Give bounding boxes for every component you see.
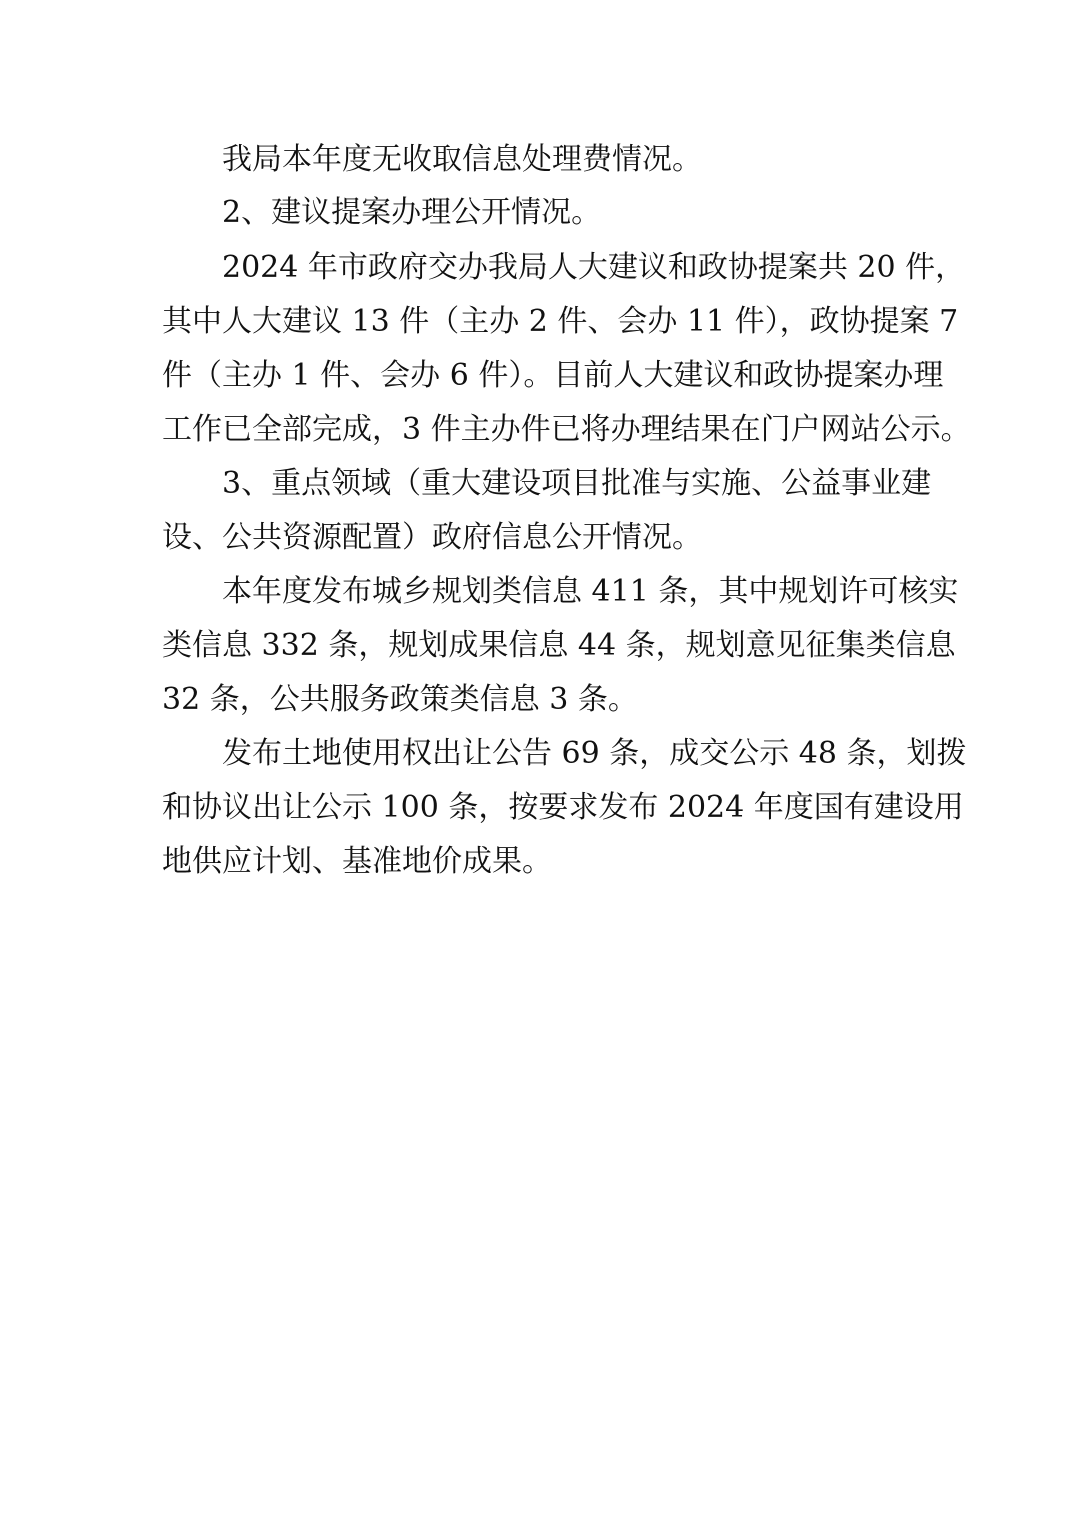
paragraph-line: 和协议出让公示 100 条，按要求发布 2024 年度国有建设用 xyxy=(162,790,964,825)
section-heading-key-areas: 3、重点领域（重大建设项目批准与实施、公益事业建 xyxy=(222,466,932,501)
paragraph-line: 其中人大建议 13 件（主办 2 件、会办 11 件），政协提案 7 xyxy=(162,304,959,339)
paragraph-line: 件（主办 1 件、会办 6 件）。目前人大建议和政协提案办理 xyxy=(162,358,944,393)
paragraph-line: 2024 年市政府交办我局人大建议和政协提案共 20 件， xyxy=(222,250,966,285)
paragraph-line: 工作已全部完成，3 件主办件已将办理结果在门户网站公示。 xyxy=(162,412,971,447)
paragraph-line: 发布土地使用权出让公告 69 条，成交公示 48 条，划拨 xyxy=(222,736,967,771)
paragraph-line: 本年度发布城乡规划类信息 411 条，其中规划许可核实 xyxy=(222,574,959,609)
text-line-no-fee: 我局本年度无收取信息处理费情况。 xyxy=(222,142,702,177)
paragraph-line: 设、公共资源配置）政府信息公开情况。 xyxy=(162,520,702,555)
paragraph-line: 地供应计划、基准地价成果。 xyxy=(162,844,552,879)
section-heading-proposals: 2、建议提案办理公开情况。 xyxy=(222,195,602,230)
paragraph-line: 类信息 332 条，规划成果信息 44 条，规划意见征集类信息 xyxy=(162,628,956,663)
paragraph-line: 32 条，公共服务政策类信息 3 条。 xyxy=(162,682,638,717)
